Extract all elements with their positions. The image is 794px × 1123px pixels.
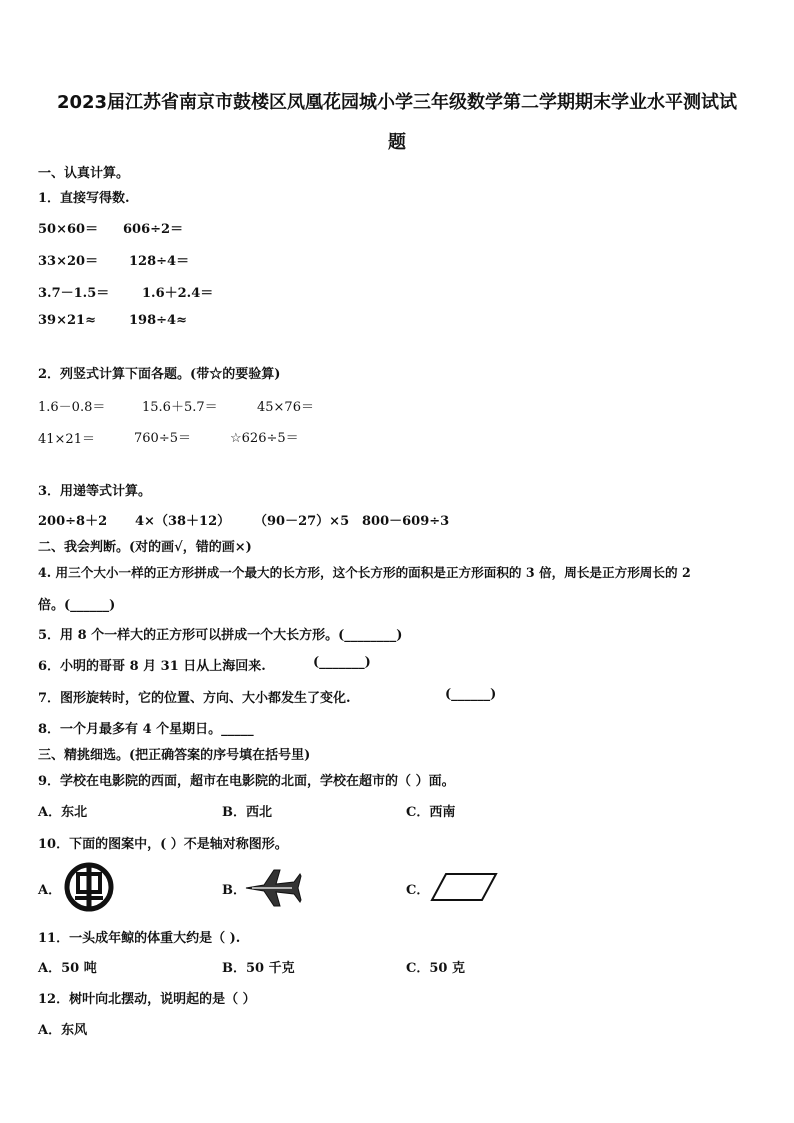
q2-item: 45×76＝ bbox=[257, 400, 314, 415]
q8-text: 8．一个月最多有 4 个星期日。_____ bbox=[38, 722, 254, 737]
q7-answer-blank[interactable]: (______) bbox=[445, 687, 497, 702]
section-1-heading: 一、认真计算。 bbox=[38, 166, 130, 181]
q9-option-c[interactable]: C．西南 bbox=[406, 805, 456, 820]
q6-text: 6．小明的哥哥 8 月 31 日从上海回来. bbox=[38, 659, 266, 674]
q6-answer-blank[interactable]: (_______) bbox=[313, 655, 371, 670]
bank-logo-icon bbox=[63, 862, 115, 916]
q2-item: ☆626÷5＝ bbox=[230, 431, 299, 446]
q9-text: 9．学校在电影院的西面，超市在电影院的北面，学校在超市的（ ）面。 bbox=[38, 774, 455, 789]
exam-title-line1: 2023届江苏省南京市鼓楼区凤凰花园城小学三年级数学第二学期期末学业水平测试试 bbox=[56, 92, 738, 113]
q1-item: 3.7－1.5＝ bbox=[38, 286, 110, 301]
q11-text: 11．一头成年鲸的体重大约是（ ). bbox=[38, 931, 241, 946]
q12-text: 12．树叶向北摆动，说明起的是（ ） bbox=[38, 992, 256, 1007]
q10-text: 10．下面的图案中，( ）不是轴对称图形。 bbox=[38, 837, 288, 852]
q10-option-c[interactable]: C． bbox=[406, 883, 430, 898]
q2-item: 41×21＝ bbox=[38, 432, 95, 447]
q4-text-cont: 倍。(______) bbox=[38, 598, 116, 613]
q2-item: 1.6－0.8＝ bbox=[38, 400, 106, 415]
q1-item: 50×60＝ bbox=[38, 222, 99, 237]
q9-option-b[interactable]: B．西北 bbox=[222, 805, 272, 820]
q2-label: 2．列竖式计算下面各题。(带☆的要验算) bbox=[38, 367, 281, 382]
exam-title-line2: 题 bbox=[388, 132, 406, 153]
q11-option-b[interactable]: B．50 千克 bbox=[222, 961, 295, 976]
section-3-heading: 三、精挑细选。(把正确答案的序号填在括号里) bbox=[38, 748, 311, 763]
q2-item: 760÷5＝ bbox=[134, 431, 191, 446]
q3-item: （90－27）×5 bbox=[254, 514, 350, 529]
section-2-heading: 二、我会判断。(对的画√，错的画×) bbox=[38, 540, 252, 555]
q1-item: 39×21≈ bbox=[38, 313, 96, 328]
q3-item: 200÷8＋2 bbox=[38, 514, 108, 529]
q3-label: 3．用递等式计算。 bbox=[38, 484, 152, 499]
q1-label: 1．直接写得数. bbox=[38, 191, 130, 206]
q11-option-a[interactable]: A．50 吨 bbox=[38, 961, 97, 976]
q7-text: 7．图形旋转时，它的位置、方向、大小都发生了变化. bbox=[38, 691, 351, 706]
q1-item: 33×20＝ bbox=[38, 254, 99, 269]
q9-option-a[interactable]: A．东北 bbox=[38, 805, 88, 820]
q10-option-b[interactable]: B． bbox=[222, 883, 246, 898]
q1-item: 606÷2＝ bbox=[123, 222, 184, 237]
jet-plane-icon bbox=[244, 866, 302, 914]
q12-option-a[interactable]: A．东风 bbox=[38, 1023, 88, 1038]
parallelogram-icon bbox=[430, 872, 498, 906]
q3-item: 4×（38＋12） bbox=[135, 514, 231, 529]
q1-item: 198÷4≈ bbox=[129, 313, 187, 328]
q5-text: 5．用 8 个一样大的正方形可以拼成一个大长方形。(________) bbox=[38, 628, 403, 643]
q10-option-a[interactable]: A． bbox=[38, 883, 62, 898]
q4-text: 4. 用三个大小一样的正方形拼成一个最大的长方形，这个长方形的面积是正方形面积的 3 倍，周长是正方形周长的 2 bbox=[38, 565, 691, 580]
q1-item: 1.6＋2.4＝ bbox=[142, 286, 214, 301]
q2-item: 15.6＋5.7＝ bbox=[142, 400, 218, 415]
q1-item: 128÷4＝ bbox=[129, 254, 190, 269]
q11-option-c[interactable]: C．50 克 bbox=[406, 961, 465, 976]
q3-item: 800－609÷3 bbox=[362, 514, 450, 529]
